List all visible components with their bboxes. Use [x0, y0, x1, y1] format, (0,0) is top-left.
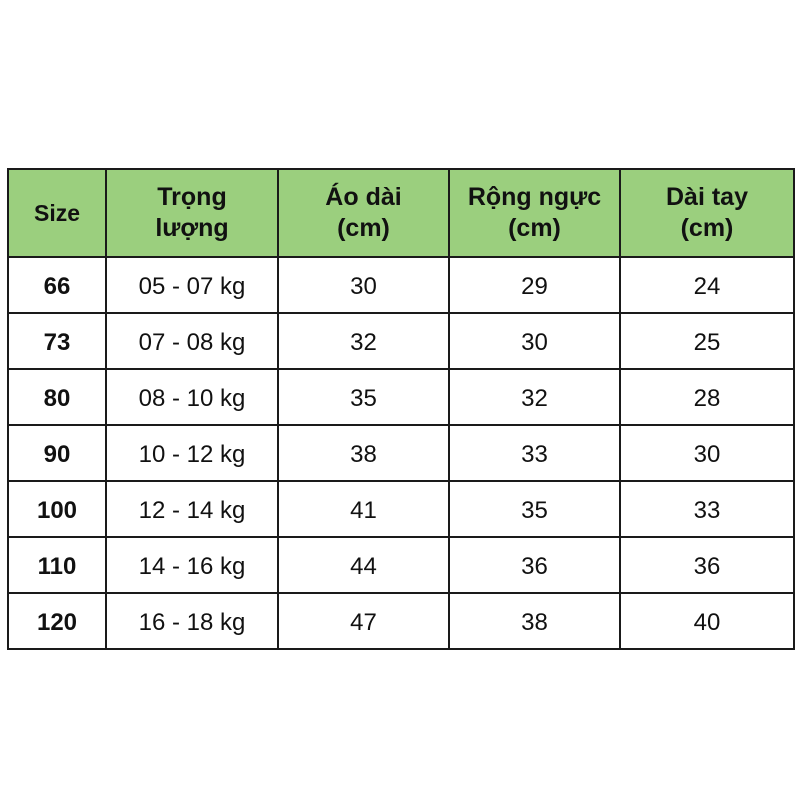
- size-cell: 90: [8, 425, 106, 481]
- size-cell: 66: [8, 257, 106, 313]
- chest-cell: 35: [449, 481, 620, 537]
- table-row: [8, 537, 794, 593]
- chest-cell: 36: [449, 537, 620, 593]
- length-cell: 38: [278, 425, 449, 481]
- header-length-line-1: Áo dài: [325, 183, 402, 211]
- header-chest-line-2: (cm): [508, 214, 561, 242]
- header-length: [278, 169, 449, 257]
- header-size: [8, 169, 106, 257]
- weight-cell: 12 - 14 kg: [106, 481, 278, 537]
- sleeve-cell: 30: [620, 425, 794, 481]
- header-sleeve-line-1: Dài tay: [666, 183, 748, 211]
- header-sleeve-line-2: (cm): [680, 214, 734, 242]
- size-cell: 120: [8, 593, 106, 649]
- size-cell: 73: [8, 313, 106, 369]
- table-row: [8, 313, 794, 369]
- table-row: [8, 425, 794, 481]
- weight-cell: 05 - 07 kg: [106, 257, 278, 313]
- length-cell: 44: [278, 537, 449, 593]
- header-sleeve: [620, 169, 794, 257]
- weight-cell: 16 - 18 kg: [106, 593, 278, 649]
- length-cell: 32: [278, 313, 449, 369]
- length-cell: 30: [278, 257, 449, 313]
- table-row: [8, 481, 794, 537]
- weight-cell: 07 - 08 kg: [106, 313, 278, 369]
- header-size-line-1: Size: [33, 199, 81, 226]
- sleeve-cell: 33: [620, 481, 794, 537]
- header-weight-line-2: lượng: [155, 214, 229, 242]
- header-weight: [106, 169, 278, 257]
- chest-cell: 29: [449, 257, 620, 313]
- table-row: [8, 257, 794, 313]
- size-chart-table: [7, 168, 795, 650]
- weight-cell: 14 - 16 kg: [106, 537, 278, 593]
- table-header: [8, 169, 794, 257]
- table-row: [8, 369, 794, 425]
- chest-cell: 38: [449, 593, 620, 649]
- sleeve-cell: 36: [620, 537, 794, 593]
- table-row: [8, 593, 794, 649]
- header-row: [8, 169, 794, 257]
- table-body: [8, 257, 794, 649]
- header-weight-line-1: Trọng: [157, 183, 227, 211]
- length-cell: 47: [278, 593, 449, 649]
- weight-cell: 08 - 10 kg: [106, 369, 278, 425]
- header-chest-line-1: Rộng ngực: [467, 183, 602, 211]
- sleeve-cell: 24: [620, 257, 794, 313]
- sleeve-cell: 28: [620, 369, 794, 425]
- chest-cell: 32: [449, 369, 620, 425]
- chest-cell: 33: [449, 425, 620, 481]
- header-chest: [449, 169, 620, 257]
- size-cell: 100: [8, 481, 106, 537]
- length-cell: 41: [278, 481, 449, 537]
- size-cell: 80: [8, 369, 106, 425]
- header-length-line-2: (cm): [337, 214, 390, 242]
- length-cell: 35: [278, 369, 449, 425]
- sleeve-cell: 25: [620, 313, 794, 369]
- weight-cell: 10 - 12 kg: [106, 425, 278, 481]
- chest-cell: 30: [449, 313, 620, 369]
- size-cell: 110: [8, 537, 106, 593]
- sleeve-cell: 40: [620, 593, 794, 649]
